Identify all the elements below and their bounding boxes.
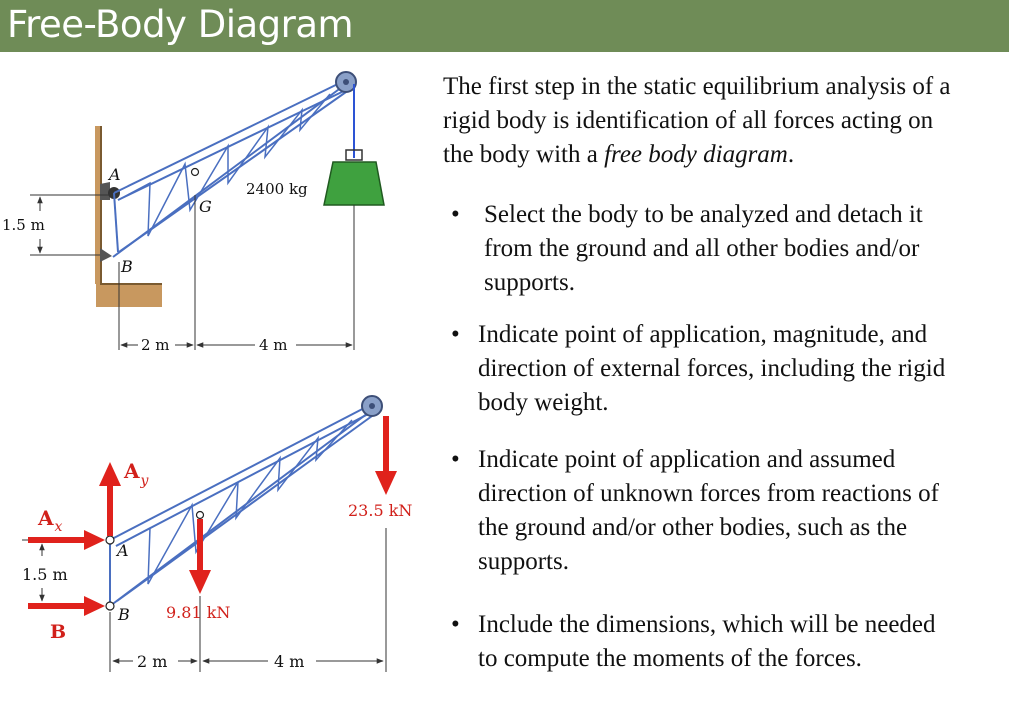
intro-line-1: The first step in the static equilibrium analysis of a xyxy=(443,73,951,100)
force-weight-shaft xyxy=(197,519,203,573)
label-load-force: 23.5 kN xyxy=(348,501,413,520)
label-point-b-bottom: B xyxy=(118,605,130,624)
label-ax-sub: x xyxy=(54,519,63,535)
pin-b-bottom-icon xyxy=(106,602,114,610)
bullet-2-line-2: direction of external forces, including the rigid xyxy=(478,355,946,382)
bullet-1-line-3: supports. xyxy=(484,269,575,296)
bullet-3-line-3: the ground and/or other bodies, such as the xyxy=(478,514,908,541)
label-b-force: B xyxy=(50,621,67,643)
ground-edge xyxy=(100,283,162,285)
label-point-b: B xyxy=(121,257,133,276)
label-ay-sub: y xyxy=(140,473,149,489)
intro-paragraph xyxy=(443,70,1003,172)
label-point-g: G xyxy=(199,197,212,216)
label-mass: 2400 kg xyxy=(246,180,308,198)
label-dim-left: 2 m xyxy=(141,336,170,354)
label-ax-main: A xyxy=(38,506,54,530)
figure-panel xyxy=(0,52,440,705)
weight-block xyxy=(324,162,384,205)
force-load-shaft xyxy=(383,416,389,476)
label-ay xyxy=(123,459,150,489)
force-weight-arrow-icon xyxy=(189,570,211,594)
bullet-1-line-1: Select the body to be analyzed and detach it xyxy=(484,201,923,228)
bullet-dot: • xyxy=(451,321,460,348)
force-ay-arrow-icon xyxy=(99,462,121,486)
label-point-a: A xyxy=(109,165,121,184)
cg-marker-icon xyxy=(192,169,199,176)
bullet-3-line-2: direction of unknown forces from reactions of xyxy=(478,480,939,507)
intro-line-3 xyxy=(443,138,1003,172)
bullet-1-line-2: from the ground and all other bodies and/or xyxy=(484,235,920,262)
cg-marker-bottom-icon xyxy=(197,512,204,519)
force-b-arrow-icon xyxy=(84,596,105,616)
intro-line-3-suffix: . xyxy=(787,141,795,168)
support-b xyxy=(100,248,112,262)
ground xyxy=(96,283,162,307)
label-height: 1.5 m xyxy=(2,216,45,234)
bottom-figure xyxy=(22,396,412,672)
bullet-4-line-2: to compute the moments of the forces. xyxy=(478,645,862,672)
label-ax xyxy=(37,506,63,535)
bullet-dot: • xyxy=(451,201,460,228)
intro-line-3-prefix: the body with a xyxy=(443,141,605,168)
bullet-2-line-3: body weight. xyxy=(478,389,609,416)
bullet-4-line-1: Include the dimensions, which will be needed xyxy=(478,611,936,638)
bullet-3-line-1: Indicate point of application and assumed xyxy=(478,446,896,473)
label-ay-main: A xyxy=(124,459,140,483)
truss-top xyxy=(113,80,346,257)
force-ay-shaft xyxy=(107,480,113,536)
bullet-dot: • xyxy=(451,446,460,473)
force-b-shaft xyxy=(28,603,88,609)
bullet-2-line-1: Indicate point of application, magnitude, and xyxy=(478,321,928,348)
label-dim-right-bottom: 4 m xyxy=(274,652,305,671)
force-ax-arrow-icon xyxy=(84,530,105,550)
top-figure xyxy=(2,72,384,354)
intro-line-2: rigid body is identification of all forces acting on xyxy=(443,107,934,134)
label-weight-force: 9.81 kN xyxy=(166,603,231,622)
label-dim-left-bottom: 2 m xyxy=(137,652,168,671)
force-ax-shaft xyxy=(28,537,88,543)
label-height-bottom: 1.5 m xyxy=(22,565,68,584)
page-title: Free-Body Diagram xyxy=(7,3,354,46)
bullet-3-line-4: supports. xyxy=(478,548,569,575)
pin-a-bottom-icon xyxy=(106,536,114,544)
label-dim-right: 4 m xyxy=(259,336,288,354)
force-load-arrow-icon xyxy=(375,471,397,495)
truss-bottom xyxy=(110,404,372,606)
bullet-dot: • xyxy=(451,611,460,638)
label-point-a-bottom: A xyxy=(117,541,129,560)
title-bar xyxy=(0,0,1009,52)
intro-emphasis: free body diagram xyxy=(604,141,788,168)
